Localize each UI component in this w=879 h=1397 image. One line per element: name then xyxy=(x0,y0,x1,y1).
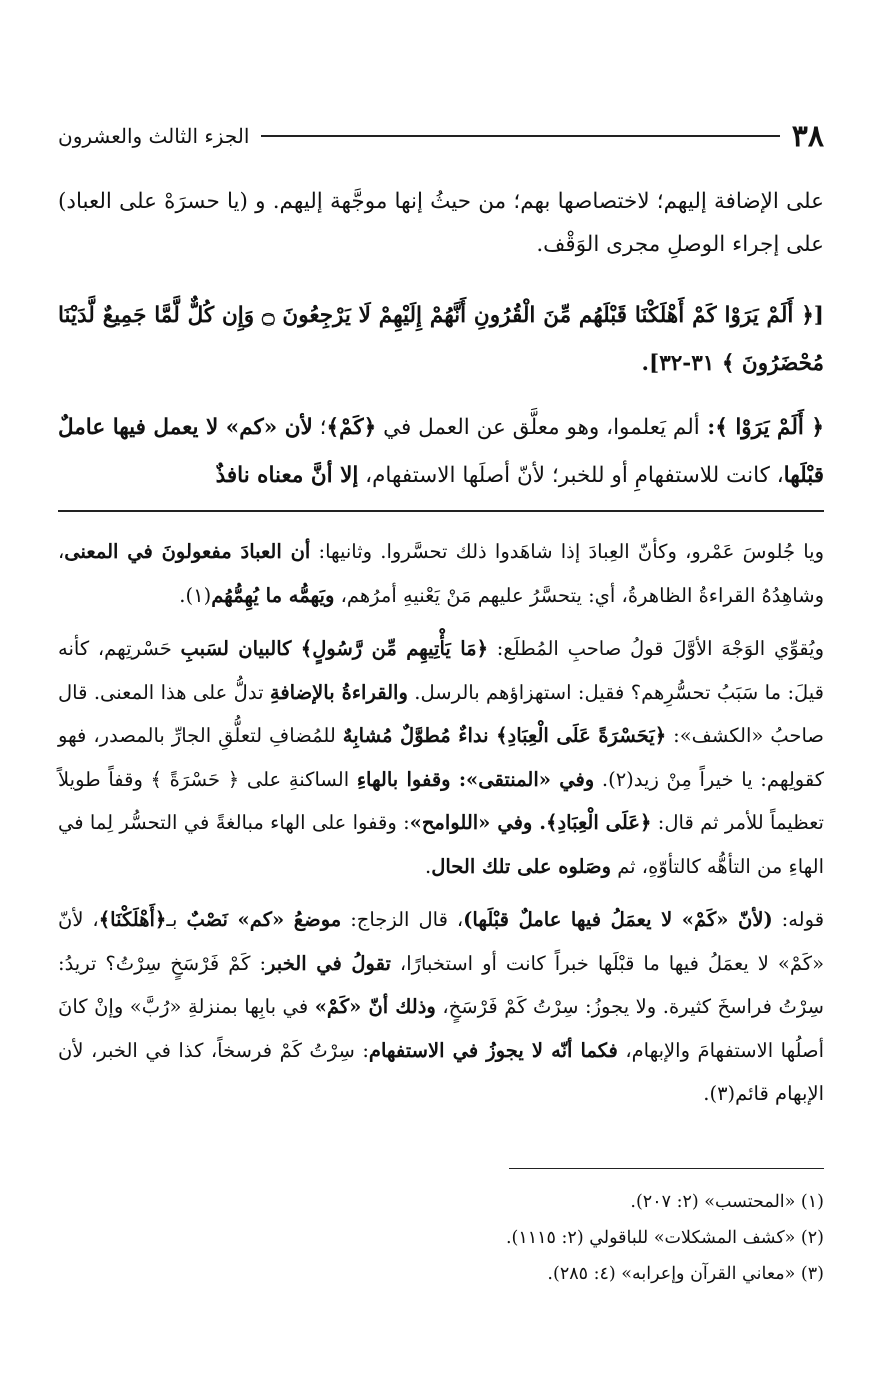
emphasis: أن العبادَ مفعولونَ في المعنى xyxy=(64,540,311,563)
commentary-section xyxy=(58,530,824,1126)
emphasis: ﴿مَا يَأْتِيهِم مِّن رَّسُولٍ﴾ كالبيان لسَببِ xyxy=(180,637,489,660)
emphasis: إلا أنَّ معناه نافذٌ xyxy=(215,463,359,488)
page-header xyxy=(58,118,824,154)
footnote-1: (١) «المحتسب» (٢: ٢٠٧). xyxy=(630,1192,824,1212)
commentary-paragraph-1 xyxy=(58,530,824,617)
text-span: حَسْرتِهم، كأنه قيلَ: ما سَبَبُ تحسُّرِهم؟ فقيل: استهزاؤهم بالرسل. xyxy=(58,637,824,704)
main-text-3 xyxy=(58,404,824,500)
emphasis: والقراءةُ بالإضافةِ xyxy=(269,680,408,704)
commentary-paragraph-3 xyxy=(58,898,824,1116)
text-span: في بابِها بمنزلةِ «رُبَّ» وإنْ كانَ أصلُها الاستفهامَ والإبهام، xyxy=(58,995,824,1062)
main-paragraph-3 xyxy=(58,404,824,500)
verse-ref: ﴿كَمْ﴾ xyxy=(326,415,377,440)
page-number: ٣٨ xyxy=(791,118,824,154)
verse-ref: ﴿أَهْلَكْنَا﴾ xyxy=(98,908,167,931)
header-rule xyxy=(261,135,779,137)
text-span: ؛ xyxy=(312,415,327,440)
main-text-1: على الإضافة إليهم؛ لاختصاصها بهم؛ من حيثُ إنها موجَّهة إليهم. و (يا حسرَهْ على العباد) على إجراء الوصلِ مجرى الوَقْف. xyxy=(58,189,824,257)
text-span: ، كانت للاستفهامِ أو للخبر؛ لأنّ أصلَها الاستفهام، xyxy=(358,463,784,488)
emphasis: تقولُ في الخبر xyxy=(266,951,391,975)
quran-verse-block xyxy=(58,292,824,388)
part-title: الجزء الثالث والعشرون xyxy=(58,124,250,148)
text-span: ، لأنّ «كَمْ» لا يعمَلُ فيها ما قبْلَها خبراً كانت أو استخبارًا، xyxy=(58,908,825,975)
verse-ref: ﴿ أَلَمْ يَرَوْا ﴾: xyxy=(699,415,824,440)
emphasis: (لأنّ «كَمْ» لا يعمَلُ فيها عاملٌ قبْلَها) xyxy=(463,908,773,931)
emphasis: فكما أنّه لا يجوزُ في الاستفهام xyxy=(368,1038,618,1062)
footnote-rule xyxy=(509,1168,824,1169)
footnote-2: (٢) «كشف المشكلات» للباقولي (٢: ١١١٥). xyxy=(505,1228,824,1248)
text-span: : سِرْتُ كَمْ فرسخاً، كذا في الخبر، لأن الإبهام قائم(٣). xyxy=(58,1038,824,1105)
emphasis: موضعُ «كم» نَصْبٌ xyxy=(186,908,342,931)
text-span: ، وشاهِدُهُ القراءةُ الظاهرةُ، أي: يتحسَّرُ عليهم مَنْ يَعْنيهِ أمرُهم، xyxy=(58,540,824,607)
main-paragraph-1 xyxy=(58,180,824,266)
text-span: ألم يَعلموا، وهو معلَّق عن العمل في xyxy=(376,415,700,440)
text-span: ، قال الزجاج: xyxy=(341,908,464,931)
emphasis: ﴿عَلَى الْعِبَادِ﴾. وفي «اللوامح» xyxy=(409,811,652,834)
text-span: بـ xyxy=(166,908,187,931)
commentary-paragraph-2 xyxy=(58,627,824,888)
emphasis: ويَهمُّه ما يُهِمُّهُم xyxy=(211,583,335,607)
footnote-3: (٣) «معاني القرآن وإعرابه» (٤: ٢٨٥). xyxy=(547,1264,824,1284)
text-span: ويُقوِّي الوَجْهَ الأوَّلَ قولُ صاحبِ المُطلَع: xyxy=(488,637,824,660)
emphasis: ﴿يَحَسْرَةً عَلَى الْعِبَادِ﴾ نداءٌ مُطوَّلٌ مُشابِهٌ xyxy=(342,724,667,747)
emphasis: وذلك أنّ «كَمْ» xyxy=(314,995,436,1018)
text-span: الساكنةِ على ﴿ حَسْرَةً ﴾ وقفاً طويلاً تعظيماً للأمر ثم قال: xyxy=(58,767,824,834)
emphasis: لأن «كم» لا يعمل فيها عاملٌ قبْلَها xyxy=(58,415,824,488)
text-span: . xyxy=(424,854,432,878)
quran-verse: [﴿ أَلَمْ يَرَوْا كَمْ أَهْلَكْنَا قَبْلَهُم مِّنَ الْقُرُونِ أَنَّهُمْ إِلَيْهِمْ لَا يَرْجِعُونَ ۝ وَإِن كُلٌّ لَّمَّا جَمِيعٌ لَّدَيْنَا مُحْضَرُونَ ﴾ ٣١-٣٢]. xyxy=(58,303,824,376)
text-span: : كَمْ فَرْسَخٍ سِرْتُ؟ تريدُ: سِرْتُ فراسخَ كثيرة. ولا يجوزُ: سِرْتُ كَمْ فَرْسَخٍ، xyxy=(58,951,824,1018)
text-span: ويا جُلوسَ عَمْرو، وكأنّ العِبادَ إذا شاهَدوا ذلك تحسَّروا. وثانيها: xyxy=(310,540,824,563)
emphasis: وصَلوه على تلك الحال xyxy=(431,854,611,878)
text-span: تدلُّ على هذا المعنى. قال صاحبُ «الكشف»: xyxy=(58,680,824,747)
emphasis: وفي «المنتقى»: وقفوا بالهاءِ xyxy=(356,767,595,791)
text-span: : وقفوا على الهاء مبالغةً في التحسُّر لِما في الهاءِ من التأهُّه كالتأوّهِ، ثم xyxy=(58,811,824,878)
text-span: للمُضافِ لتعلُّقِ الجارِّ بالمصدر، فهو كقولِهم: يا خيراً مِنْ زيد(٢). xyxy=(58,724,825,791)
text-span: قوله: xyxy=(772,908,825,931)
text-commentary-divider xyxy=(58,510,824,512)
footnotes xyxy=(58,1184,824,1292)
text-span: (١). xyxy=(179,583,212,607)
